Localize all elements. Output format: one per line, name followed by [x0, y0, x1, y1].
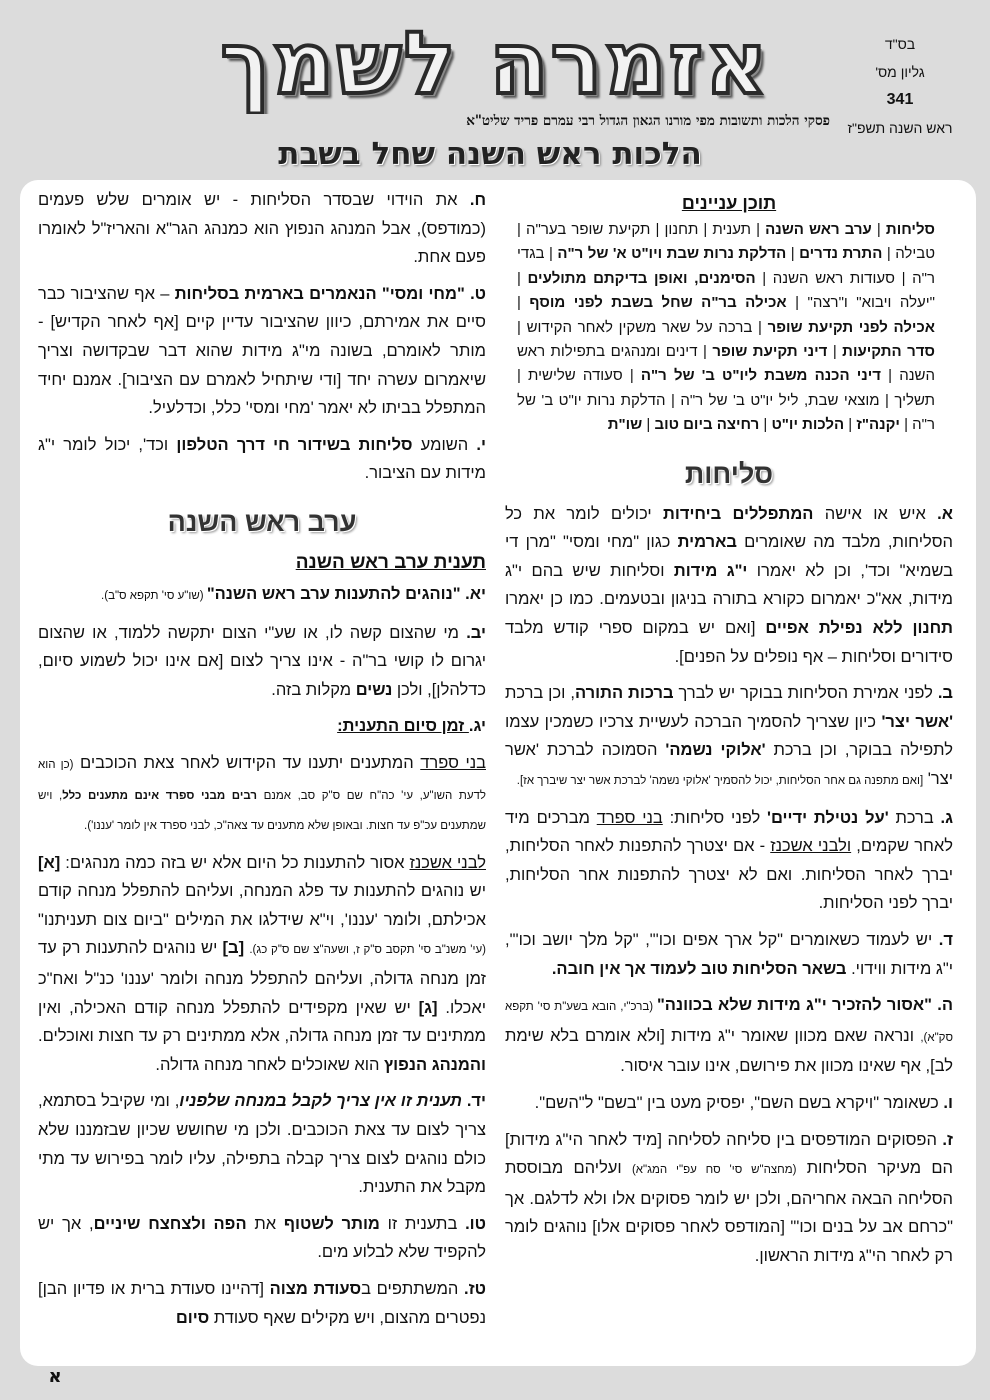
- toc-separator: |: [871, 221, 886, 238]
- text-run: ז.: [942, 1130, 953, 1149]
- table-of-contents: [517, 218, 935, 438]
- toc-item: "יעלה ויבוא" ו"רצה": [807, 294, 935, 312]
- paragraph: [38, 431, 486, 488]
- toc-item: תחנון: [664, 221, 699, 238]
- toc-separator: |: [697, 343, 713, 361]
- text-run: "מחי ומסי" הנאמרים בארמית בסליחות: [174, 284, 471, 303]
- text-run: ונראה שאם מכוון שאומר י"ג מידות [ולא אומרם בלא שימת לב], אף שאינו מכוון את פירושם, אינו עובר איסור.: [505, 1026, 953, 1076]
- text-run: המשתתפים ב: [361, 1280, 465, 1298]
- toc-separator: |: [882, 245, 896, 263]
- text-run: מקלות בזה.: [271, 680, 356, 699]
- text-run: אסור להתענות כל היום אלא יש בזה כמה מנהגים:: [60, 853, 410, 872]
- paragraph: [38, 580, 486, 611]
- toc-item: אכילה בר"ה שחל בשבת לפני מוסף: [529, 294, 787, 312]
- issue-date: ראש השנה תשפ"ז: [847, 120, 953, 136]
- text-run: בשאר הסליחות טוב לעמוד אך אין חובה.: [551, 959, 847, 978]
- text-run: בני ספרד: [420, 753, 486, 772]
- text-run: מי שהצום קשה לו, או שע"י הצום יתקשה ללמוד, או שהצום יגרום לו קושי בר"ה - אינו צריך לצום [אם אינו יכול לשמוע סיום, כדלהלן], ולכן: [38, 623, 486, 699]
- toc-item: סליחות: [885, 221, 935, 238]
- text-run: [ג]: [418, 998, 438, 1017]
- text-run: רבים מבני ספרד אינם מתענים כלל: [62, 789, 257, 802]
- text-run: בארמית: [677, 533, 737, 552]
- issue-label: גליון מס': [875, 64, 925, 80]
- text-run: והמנהג הנפוץ: [384, 1055, 486, 1074]
- text-run: י.: [476, 435, 486, 454]
- text-run: ב.: [937, 684, 953, 703]
- paragraph: [505, 804, 953, 918]
- toc-item: סעודה שלישית: [528, 367, 623, 385]
- text-run: י"ג מידות: [673, 561, 748, 580]
- toc-separator: |: [544, 245, 558, 263]
- text-run: הוא שאוכלים לאחר מנחה גדולה.: [155, 1055, 385, 1074]
- content-panel: [20, 180, 976, 1366]
- text-run: יד.: [466, 1092, 486, 1111]
- text-run: מותר לשטוף: [283, 1214, 380, 1233]
- issue-info: [820, 30, 980, 144]
- text-run: "אסור להזכיר י"ג מידות שלא בכוונה": [656, 996, 938, 1015]
- text-run: , אך יש להקפיד שלא לבלוע מים.: [38, 1214, 486, 1262]
- subsection-title-taanit: תענית ערב ראש השנה: [295, 551, 486, 573]
- toc-separator: |: [665, 391, 681, 409]
- paragraph: [38, 619, 486, 705]
- toc-item: הדלקת נרות יו"ט ב' של ר"ה: [517, 391, 935, 434]
- topic-title: הלכות ראש השנה שחל בשבת: [278, 136, 702, 172]
- header: [0, 0, 990, 178]
- text-run: טז.: [464, 1280, 486, 1298]
- text-run: נשים: [355, 680, 393, 699]
- toc-separator: |: [827, 343, 843, 361]
- text-run: יכולים לומר את כל הסליחות, מלבד מה שאומרים: [505, 504, 953, 552]
- left-paragraphs-mid: [38, 580, 486, 1332]
- toc-separator: |: [517, 318, 527, 336]
- toc-separator: |: [879, 391, 895, 409]
- text-run: הפסוקים המודפסים בין סליחה לסליחה [מיד לאחר הי"ג מידות] הם מעיקר הסליחות: [505, 1130, 953, 1178]
- text-run: וסליחות שיש בהם י"ג מידות, אא"כ יאמרום כקורא בתורה בניגון ובטעמים. כמו כן יאמרו: [505, 561, 953, 609]
- text-run: 'אשר יצר': [881, 712, 953, 731]
- paragraph: [505, 1126, 953, 1271]
- text-run: (עי' משנ"ב סי' תקסב ס"ק ז, ושעה"צ שם ס"ק כג).: [249, 944, 486, 957]
- toc-item: יקנה"ז: [856, 416, 900, 434]
- text-run: 'על נטילת ידיים': [767, 808, 889, 827]
- toc-item: דיני תקיעת שופר: [712, 343, 828, 361]
- toc-separator: |: [786, 294, 808, 312]
- text-run: הפה ולצחצח שיניים: [93, 1214, 247, 1233]
- paragraph: [505, 679, 953, 795]
- toc-separator: |: [622, 367, 641, 385]
- paragraph: [505, 500, 953, 672]
- text-run: יש שאין מקפידים להתפלל מנחה קודם האכילה, ואין ממתינים עד זמן מנחה גדולה, אלא ממתינים רק עד חצות ואוכלים.: [38, 998, 486, 1046]
- issue-bsd: בס"ד: [884, 36, 916, 52]
- paragraph: [505, 926, 953, 983]
- left-paragraphs-top: [38, 186, 486, 488]
- text-run: - אם יצטרך להתפנות לאחר הסליחות, יברך לאחר הסליחות. ואם לא יצטרך להתפנות אחר הסליחות, יברך לפני הסליחות.: [505, 837, 953, 913]
- text-run: , וכן ברכת: [505, 684, 575, 703]
- toc-item: אכילה לפני תקיעת שופר: [767, 318, 935, 336]
- text-run: השומע: [412, 435, 477, 454]
- toc-heading: תוכן עניינים: [681, 193, 777, 213]
- text-run: יש לעמוד כשאומרים "קל ארך אפים וכו'", "קל מלך יושב וכו'", י"ג מידות ווידוי.: [505, 930, 953, 978]
- text-run: מברכים מיד לאחר שקמים,: [505, 808, 953, 856]
- text-run: – אף שהציבור כבר סיים את אמירתם, כיוון שהציבור עדיין קיים [אף לאחר הקדיש] - מותר לאומרם, בשונה מי"ג מידות שהוא דבר שבקדושה וצריך שיאמרום עשרה יחד [ודי שיתחיל לאמרם עם הציבור]. אמנם יחיד המתפלל בביתו לא יאמר 'מחי ומסי' כלל, וכדלעיל.: [38, 284, 486, 418]
- toc-item: דינים ומנהגים בתפילות ראש השנה: [517, 343, 936, 385]
- text-run: יב.: [466, 623, 486, 642]
- text-run: ה.: [937, 996, 953, 1015]
- text-run: [ואם מתפנה גם אחר הסליחות, יכול להסמיך 'אלוקי נשמה' לברכת אשר יצר שיברך אז].: [516, 775, 924, 787]
- page-number: א: [48, 1366, 62, 1387]
- paragraph: [38, 1275, 486, 1332]
- text-run: תחנון ללא נפילת אפיים: [765, 619, 953, 638]
- toc-separator: |: [517, 269, 528, 287]
- text-run: "נוהגים להתענות ערב ראש השנה": [206, 584, 466, 603]
- text-run: (מחצה"ש סי' סח עפ"י המג"א): [631, 1164, 797, 1177]
- section-title-erev-rosh-hashana: ערב ראש השנה: [167, 506, 357, 537]
- toc-separator: |: [881, 367, 900, 385]
- text-run: המתענים יתענו עד הקידוש לאחר צאת הכוכבים: [73, 753, 421, 772]
- text-run: את הוידוי שבסדר הסליחות - יש אומרים שלש פעמים (כמודפס), אבל המנהג הנפוץ הוא כמנהג הגר"א והאריז"ל לאומרו פעם אחת.: [38, 191, 486, 267]
- toc-item: סדר התקיעות: [842, 343, 935, 361]
- text-run: א.: [937, 504, 953, 523]
- toc-separator: |: [894, 269, 913, 287]
- toc-separator: |: [751, 221, 766, 238]
- toc-item: סעודות ראש השנה: [772, 269, 895, 287]
- text-run: איש או אישה: [813, 504, 938, 523]
- text-run: יא.: [465, 584, 486, 603]
- toc-separator: |: [899, 416, 913, 434]
- text-run: , ומי שקיבל בסתמא, צריך לצום עד צאת הכוכבים. ולכן מי שחושש שכיון שבזמננו שלא כולם נוהגים לצום צריך קבלה בתפילה, עליו לומר בפירוש עד מתי מקבל את התענית.: [38, 1092, 486, 1197]
- text-run: תענית זו אין צריך לקבל במנחה שלפניו: [179, 1092, 462, 1111]
- paragraph: [38, 280, 486, 423]
- text-run: [א]: [38, 853, 61, 872]
- paragraph: [38, 186, 486, 272]
- text-run: סיום: [175, 1308, 210, 1327]
- toc-separator: |: [844, 416, 857, 434]
- text-run: סעודת מצוה: [269, 1280, 362, 1298]
- text-run: סליחות בשידור חי דרך הטלפון: [176, 435, 413, 454]
- toc-item: טבילה: [895, 245, 936, 263]
- toc-item: התרת נדרים: [799, 245, 883, 263]
- text-run: [דהיינו סעודת ברית או פדיון הבן] נפטרים מהצום, ויש מקילים שאף סעודת: [38, 1280, 486, 1327]
- toc-separator: |: [517, 367, 529, 385]
- paragraph: [38, 1210, 486, 1267]
- toc-item: תשליך: [894, 391, 935, 409]
- paragraph: [38, 749, 486, 841]
- text-run: [ב]: [222, 939, 245, 958]
- text-run: כשאומר "ויקרא בשם השם", יפסיק מעט בין "בשם" ל"השם".: [534, 1093, 944, 1112]
- paragraph: [505, 991, 953, 1081]
- text-run: ט.: [470, 284, 486, 303]
- text-run: ועליהם מבוססת הסליחה הבאה אחריהם, ולכן יש לומר פסוקים אלו ולא לדלגם. אך "כרחם אב על בנים וכו'" [המודפס לאחר פסוקים אלו] נוהגים לומר רק לאחר הי"ג מידות הראשון.: [505, 1159, 953, 1265]
- toc-separator: |: [517, 221, 526, 238]
- text-run: בתענית זו: [379, 1214, 466, 1233]
- toc-item: רחיצה ביום טוב: [654, 416, 760, 434]
- text-run: [ואם יש במקום ספרי קודש מלבד סידורים וסליחות – אף נופלים על הפנים].: [505, 619, 953, 666]
- paragraph: [38, 1087, 486, 1201]
- toc-separator: |: [698, 221, 713, 238]
- text-run: לפני סליחות:: [662, 808, 768, 827]
- text-run: זמן סיום התענית:: [337, 717, 469, 736]
- toc-item: תענית: [712, 221, 751, 238]
- paragraph: [38, 849, 486, 1080]
- toc-separator: |: [755, 269, 773, 287]
- text-run: , ויש שמתענים עכ"פ עד חצות. ובאופן שלא מתענים עד צאה"כ, לבני ספרד אין לומר 'עננו').: [38, 789, 486, 833]
- text-run: ברכות התורה: [574, 684, 674, 703]
- toc-separator: |: [517, 294, 530, 312]
- toc-item: בגדי ר"ה: [517, 245, 935, 287]
- text-run: יש נוהגים להתענות רק עד זמן מנחה גדולה, ועליהם להתפלל מנחה ולומר 'עננו' כנ"ל ואח"כ יאכלו.: [38, 939, 486, 1017]
- text-run: המתפללים ביחידות: [663, 504, 814, 523]
- text-run: כגון "מחי ומסי" "מרן די בשמיא" וכד', וכן לא יאמרו: [505, 533, 953, 580]
- text-run: ג.: [940, 808, 953, 827]
- text-run: (ברכ"י, הובא בשע"ת סי' תקפא סק"א),: [505, 1001, 953, 1044]
- text-run: (שו"ע סי' תקפא ס"ב).: [101, 589, 207, 602]
- toc-separator: |: [786, 245, 800, 263]
- toc-item: הלכות יו"ט: [771, 416, 845, 434]
- toc-item: ברכה על שאר משקין לאחר הקידוש: [526, 318, 753, 336]
- toc-item: שו"ת: [607, 416, 643, 434]
- toc-separator: |: [752, 318, 768, 336]
- toc-separator: |: [759, 416, 772, 434]
- paragraph: [505, 1089, 953, 1118]
- toc-item: ערב ראש השנה: [765, 221, 872, 238]
- left-column: [38, 186, 486, 1356]
- text-run: ולבני אשכנז: [770, 837, 852, 856]
- toc-item: דיני הכנה משבת ליו"ט ב' של ר"ה: [640, 367, 882, 385]
- masthead-subtitle: פסקי הלכות ותשובות מפי מורנו הגאון הגדול רבי עמרם פריד שליט"א: [466, 113, 830, 129]
- text-run: ו.: [943, 1093, 953, 1112]
- issue-number: 341: [886, 91, 914, 108]
- text-run: ד.: [938, 930, 953, 949]
- text-run: בני ספרד: [596, 808, 663, 827]
- toc-item: מוצאי שבת, ליל יו"ט ב' של ר"ה: [680, 391, 880, 409]
- right-column: [505, 188, 953, 1358]
- text-run: כיון שצריך להסמיך הברכה לעשיית צרכיו כשמכין עצמו לתפילה בבוקר, וכן ברכת: [505, 712, 953, 760]
- toc-item: תקיעת שופר בער"ה: [526, 221, 651, 238]
- section-title-selichot: סליחות: [684, 458, 774, 489]
- text-run: ח.: [469, 191, 486, 209]
- text-run: יש נוהגים להתענות עד פלג המנחה, ועליהם להתפלל מנחה קודם אכילתם, ולומר 'עננו', וי"א שידלגו את המילים "ביום צום תעניתנו": [38, 882, 486, 929]
- text-run: הסמוכה לברכת 'אשר יצר': [505, 741, 953, 788]
- paragraph: [38, 712, 486, 741]
- text-run: טו.: [465, 1214, 486, 1233]
- text-run: את: [246, 1214, 284, 1233]
- masthead-title: אזמרה לשמך: [220, 14, 770, 114]
- text-run: 'אלוקי נשמה': [665, 741, 766, 760]
- toc-item: הסימנים, ואופן בדיקתם מתולעים: [527, 269, 756, 287]
- text-run: וכד', יכול לומר י"ג מידות עם הציבור.: [38, 435, 486, 483]
- text-run: יג.: [468, 717, 486, 736]
- text-run: לפני אמירת הסליחות בבוקר יש לברך: [673, 684, 938, 703]
- toc-item: הדלקת נרות שבת ויו"ט א' של ר"ה: [557, 245, 787, 263]
- text-run: ברכת: [888, 808, 941, 827]
- right-paragraphs: [505, 500, 953, 1271]
- text-run: לבני אשכנז: [409, 853, 486, 872]
- toc-separator: |: [650, 221, 665, 238]
- toc-separator: |: [642, 416, 655, 434]
- text-run: (כן הוא לדעת השו"ע, עי' כה"ח שם ס"ק סב, אמנם: [38, 758, 486, 802]
